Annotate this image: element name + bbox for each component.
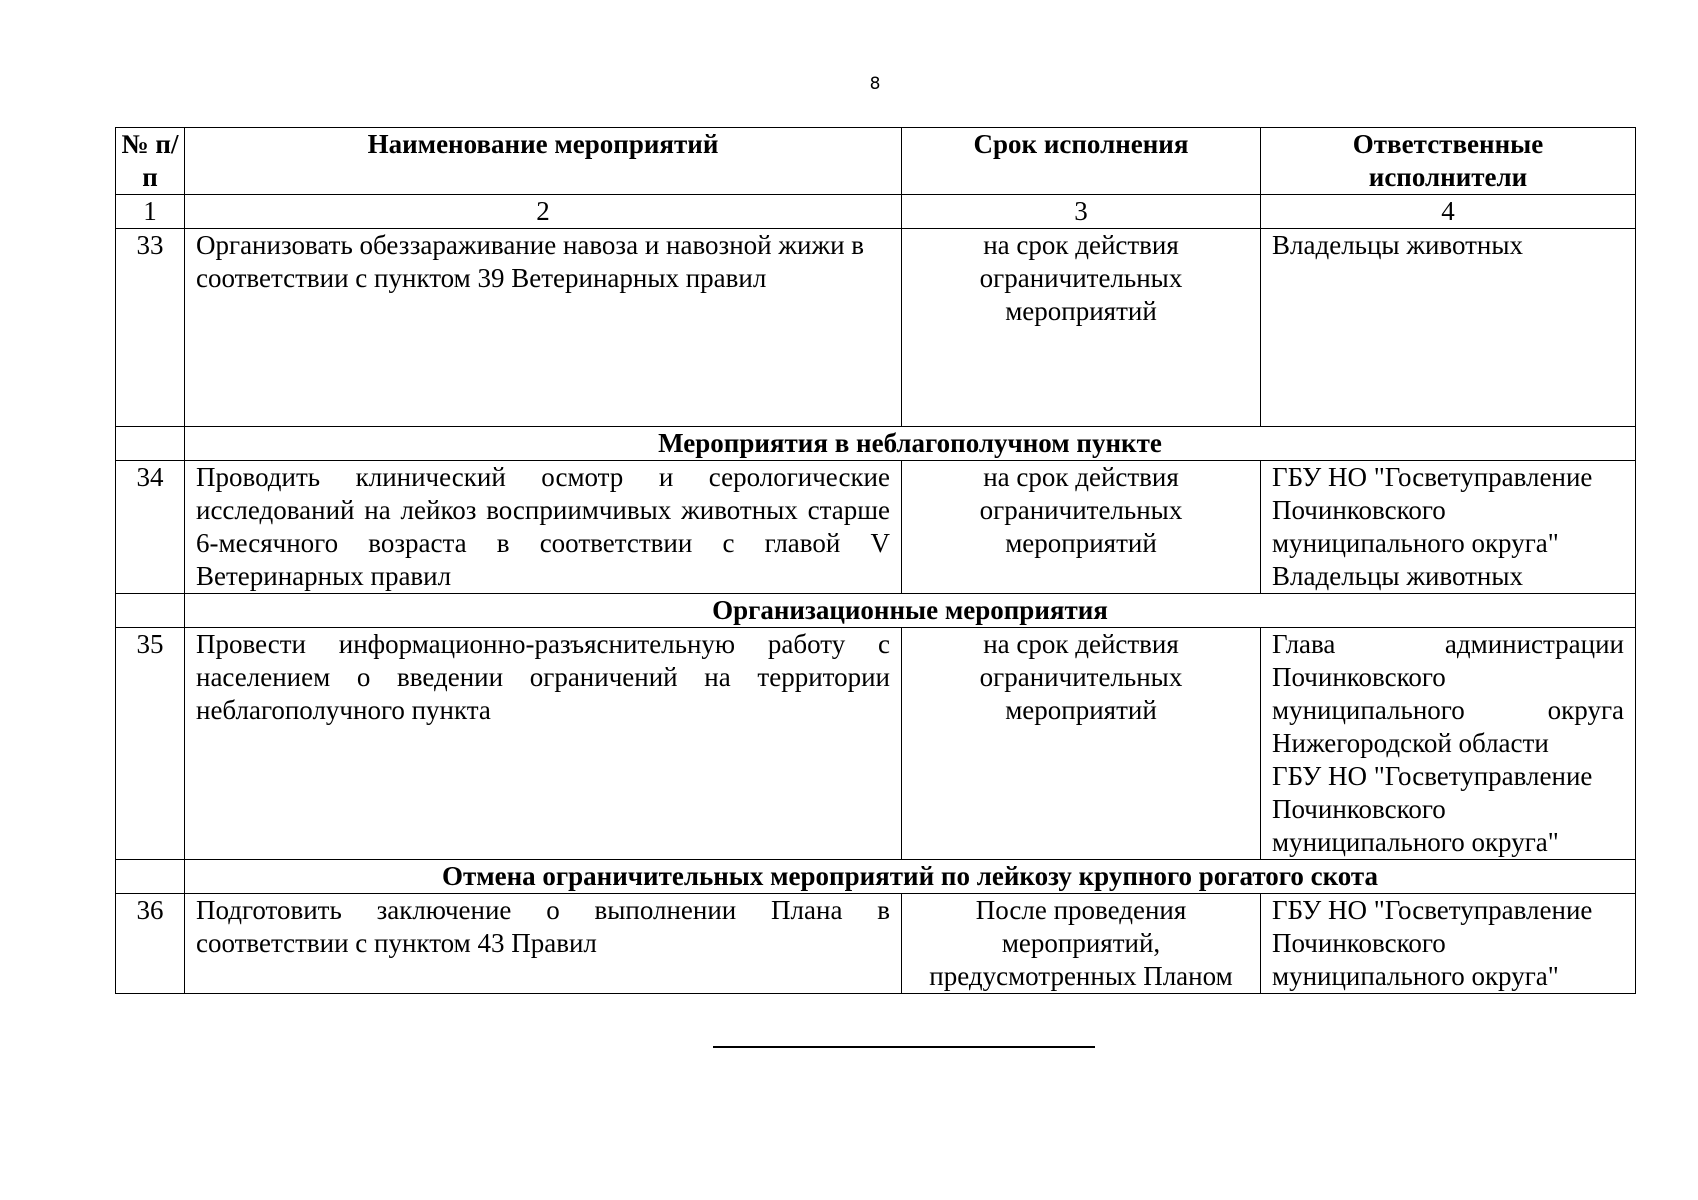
section-row [116,860,1636,894]
footer-divider [713,1046,1095,1048]
responsible-org: ГБУ НО "Госветуправление Починковского муниципального округа" [1272,761,1593,857]
responsible-head: Глава администрации Починковского муниципального округа Нижегородской области [1272,629,1624,758]
section-empty-cell [116,427,185,461]
header-num: № п/п [116,128,185,195]
deadline: на срок действия ограничительных мероприятий [902,628,1261,860]
header-responsible: Ответственные исполнители [1261,128,1636,195]
section-title: Организационные мероприятия [185,594,1636,628]
responsible-owners: Владельцы животных [1272,561,1524,591]
section-title: Отмена ограничительных мероприятий по лейкозу крупного рогатого скота [185,860,1636,894]
row-number: 35 [116,628,185,860]
table-row-36 [116,894,1636,994]
row-number: 36 [116,894,185,994]
deadline: на срок действия ограничительных мероприятий [902,461,1261,594]
activities-table [115,127,1636,994]
column-number-1: 1 [116,195,185,229]
responsible-org: ГБУ НО "Госветуправление Починковского муниципального округа" [1272,462,1593,558]
responsible [1261,628,1636,860]
activity-name: Организовать обеззараживание навоза и навозной жижи в соответствии с пунктом 39 Ветеринарных правил [185,229,902,427]
responsible [1261,461,1636,594]
section-row [116,594,1636,628]
responsible: Владельцы животных [1261,229,1636,427]
table-row-33 [116,229,1636,427]
activity-name: Проводить клинический осмотр и серологические исследований на лейкоз восприимчивых животных старше 6-месячного возраста в соответствии с главой V Ветеринарных правил [185,461,902,594]
section-row [116,427,1636,461]
column-number-3: 3 [902,195,1261,229]
table-row-34 [116,461,1636,594]
header-name: Наименование мероприятий [185,128,902,195]
column-numbers-row [116,195,1636,229]
column-number-2: 2 [185,195,902,229]
header-deadline: Срок исполнения [902,128,1261,195]
row-number: 34 [116,461,185,594]
page-number: 8 [869,74,881,94]
responsible: ГБУ НО "Госветуправление Починковского муниципального округа" [1261,894,1636,994]
header-row [116,128,1636,195]
section-title: Мероприятия в неблагополучном пункте [185,427,1636,461]
activity-name: Подготовить заключение о выполнении Плана в соответствии с пунктом 43 Правил [185,894,902,994]
activity-name: Провести информационно-разъяснительную работу с населением о введении ограничений на территории неблагополучного пункта [185,628,902,860]
deadline: на срок действия ограничительных мероприятий [902,229,1261,427]
column-number-4: 4 [1261,195,1636,229]
section-empty-cell [116,860,185,894]
section-empty-cell [116,594,185,628]
row-number: 33 [116,229,185,427]
deadline: После проведения мероприятий, предусмотренных Планом [902,894,1261,994]
table-row-35 [116,628,1636,860]
